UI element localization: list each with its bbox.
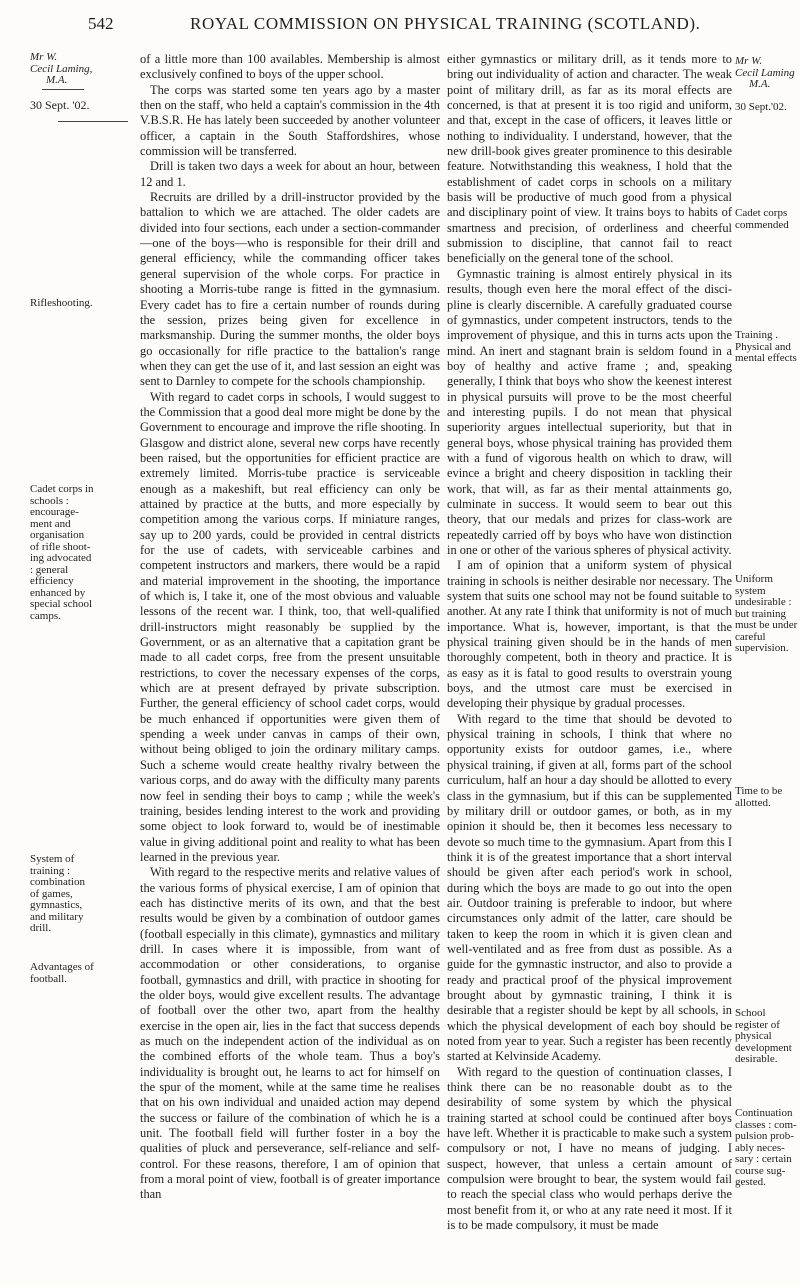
left-column — [140, 52, 440, 1203]
divider — [58, 121, 128, 122]
left-note-system: System of training : combination of games, gymnastics, and military drill. — [30, 853, 85, 934]
left-witness-degree: M.A. — [46, 74, 68, 86]
left-witness-name: Cecil Laming, — [30, 62, 93, 75]
paragraph: With regard to cadet corps in schools, I would suggest to the Commission that a good deal more might be done by the Government to encourage and improve the rifle shooting. In Glasgow and district alone, several new corps have recently been raised, but the opportunities for efficient practice are extremely limited. Morris-tube practice is serviceable enough as a makeshift, but real efficiency can only be attained by practice at the butts, and more especially by competition among the various corps. If miniature ranges, say up to 200 yards, could be provided in central districts for the use of cadets, with serviceable carbines and competent instructors and markers, there would be a rapid and material improvement in the shooting, the importance of which is, I take it, one of the most obvious and valuable lessons of the recent war. I think, too, that well-qualified drill-instructors might reasonably be supplied by the Government, or as an alternative that a capitation grant be made to all cadet corps, free from the present unsuitable restrictions, to cover the necessary expenses of the corps, which are at present defrayed by private subscription. Further, the general efficiency of school cadet corps, would be much enhanced if opportunities were given them of spending a week under canvas in camps of their own, without being obliged to join the ordinary military camps. Such a scheme would create healthy rivalry between the various corps, and do away with the difficulty many parents now feel in sending their boys to camp ; while the week's training, besides lending interest to the work and providing some object to look forward to, would be of inestimable value in giving additional point and reality to what has been learned in the previous year. — [140, 389, 440, 864]
divider — [42, 89, 84, 90]
left-note-cadet: Cadet corps in schools : encouragement and organisation of rifle shooting advocated : general efficiency enhanced by special school camps. — [30, 483, 94, 622]
right-column — [447, 52, 732, 1233]
right-note-register: School register of physical development desirable. — [735, 1007, 792, 1065]
right-witness: Mr W. — [735, 55, 763, 67]
paragraph: Drill is taken two days a week for about an hour, between 12 and 1. — [140, 159, 440, 189]
right-note-continuation: Continuation classes : compulsion probably necessary : certain course suggested. — [735, 1107, 797, 1188]
right-note-training: Training . Physical and mental effects — [735, 329, 797, 364]
paragraph: Recruits are drilled by a drill-instructor provided by the battalion to which we are attached. The older cadets are divided into four sections, each under a section-commander—one of the boys—who is responsible for their drill and general efficiency, while the commanding officer takes general supervision of the whole corps. For practice in shooting a Morris-tube range is fitted in the gymnasium. Every cadet has to fire a certain number of rounds during the session, prizes being given for excellence in marksmanship. During the summer months, the older boys go occasionally for rifle practice to the battalion's range when they can get the use of it, and last session an eight was sent to Darnley to compete for the schools championship. — [140, 190, 440, 389]
right-witness-degree: M.A. — [749, 78, 771, 90]
right-date: 30 Sept.'02. — [735, 101, 787, 113]
right-note-cadet: Cadet corps commended — [735, 207, 789, 231]
page-header — [0, 14, 800, 40]
paragraph: I am of opinion that a uniform system of physical training in schools is neither desirable nor necessary. The system that suits one school may not be found suitable to another. At any rate I think that uniformity is not of much importance. What is, however, important, is that the physical training given should be in the hands of men thoroughly competent, both in theory and practice. It is as easy as it is fatal to good results to overstrain young boys, and the utmost care must be exercised in developing their physique by gradual processes. — [447, 558, 732, 711]
right-witness-name: Cecil Laming — [735, 66, 795, 79]
left-witness: Mr W. — [30, 51, 58, 63]
left-date: 30 Sept. '02. — [30, 98, 90, 112]
paragraph: The corps was started some ten years ago by a master then on the staff, who held a captain's commission in the 4th V.B.S.R. He has lately been succeeded by another volunteer officer, a captain in the South Staffordshires, whose commission will be transferred. — [140, 82, 440, 159]
left-witness-note — [30, 52, 138, 90]
left-note-rifle: Rifleshooting. — [30, 297, 93, 309]
right-note-time: Time to be allotted. — [735, 785, 783, 809]
right-note-uniform: Uniform system undesirable : but training must be under careful supervision. — [735, 573, 798, 654]
left-note-football: Advantages of football. — [30, 961, 94, 985]
paragraph: of a little more than 100 availables. Membership is almost exclusively confined to boys of the upper school. — [140, 52, 440, 82]
paragraph: either gymnastics or military drill, as it tends more to bring out individuality of action and character. The weak point of military drill, as far as its moral effects are concerned, is that at present it is too rigid and uniform, and that, except in the case of officers, it leaves little or nothing to individuality. I understand, however, that the new drill-book gives greater prominence to this desirable feature. Notwithstanding this weakness, I hold that the establishment of cadet corps in schools on a military basis will be productive of much good from a physical and disciplinary point of view. It trains boys to habits of smartness and precision, of orderliness and cheerful submission to discipline, that cannot fail to react beneficially on the general tone of the school. — [447, 52, 732, 266]
paragraph: With regard to the respective merits and relative values of the various forms of physical exercise, I am of opinion that each has distinctive merits of its own, and that the best results would be given by a combination of outdoor games (football especially in this climate), gymnastics and military drill. In cases where it is impossible, from want of accommodation or other considerations, to organise football, gymnastics and drill, with practice in shooting for the older boys, would give excellent results. The advantage of football over the other two, apart from the healthy exercise in the open air, lies in the fact that success depends as much on the independent action of the individual as on the combined efforts of the whole team. Thus a boy's individuality is brought out, he learns to act for himself on the spur of the moment, while at the same time he realises that on his own individual and unaided action may depend the success or failure of the combination of which he is a unit. The football field will further foster in a boy the qualities of pluck and perseverance, self-reliance and self-control. For these reasons, therefore, I am of opinion that from a moral point of view, football is of greater importance than — [140, 865, 440, 1202]
paragraph: With regard to the question of continuation classes, I think there can be no reasonable doubt as to the desirability of some system by which the physical training started at school could be continued after boys have left. Whether it is practicable to make such a system compulsory or not, I have no means of judging. I suspect, however, that unless a certain amount of compulsion were brought to bear, the system would fail to reach the special class who would perhaps derive the most benefit from it, or who at any rate need it most. If it is to be made compulsory, it must be made — [447, 1064, 732, 1233]
paragraph: With regard to the time that should be devoted to physical training in schools, I think that where no opportunity exists for outdoor games, i.e., where physical training, if given at all, forms part of the school curriculum, half an hour a day should be allotted to every class in the gymnasium, but if this can be supplemented by military drill or outdoor games, or both, as in my opinion it should be, then it becomes less necessary to devote so much time to the gymnasium. Apart from this I think it is of the greatest importance that a short interval should be given after each period's work in school, during which the boys are made to go out into the open air. Outdoor training is preferable to indoor, but where circumstances only admit of the latter, care should be taken to keep the room in which it is given clean and well-ventilated and as free from dust as possible. As a guide for the gymnastic instructor, and also to provide a ready and practical proof of the physical improvement brought about by gymnastic training, I think it is desirable that a register should be kept by all schools, in which the physical development of each boy should be noted from year to year. Such a register has been recently started at Kelvinside Academy. — [447, 711, 732, 1064]
running-title: ROYAL COMMISSION ON PHYSICAL TRAINING (SCOTLAND). — [190, 14, 701, 33]
right-witness-note — [735, 56, 799, 91]
page-number: 542 — [88, 14, 114, 33]
paragraph: Gymnastic training is almost entirely physical in its results, though even here the moral effect of the discipline is clearly discernible. A carefully graduated course of gymnastics, under competent instructors, tends to the improvement of physique, and this in turns acts upon the mind. An inert and stagnant brain is seldom found in a boy of healthy and active frame ; and, speaking generally, I think that boys who show the keenest interest in physical pursuits will prove to be the most cheerful and interesting pupils. I do not mean that physical superiority argues intellectual superiority, but that in general boys, whose physical training has provided them with a fund of vigorous health on which to draw, will evince a bright and cheery disposition in tackling their work, that will, as far as their mental attainments go, culminate in success. It would seem to bear out this theory, that our medals and prizes for class-work are repeatedly carried off by boys who have won distinction in one or other of the various spheres of physical activity. — [447, 266, 732, 557]
